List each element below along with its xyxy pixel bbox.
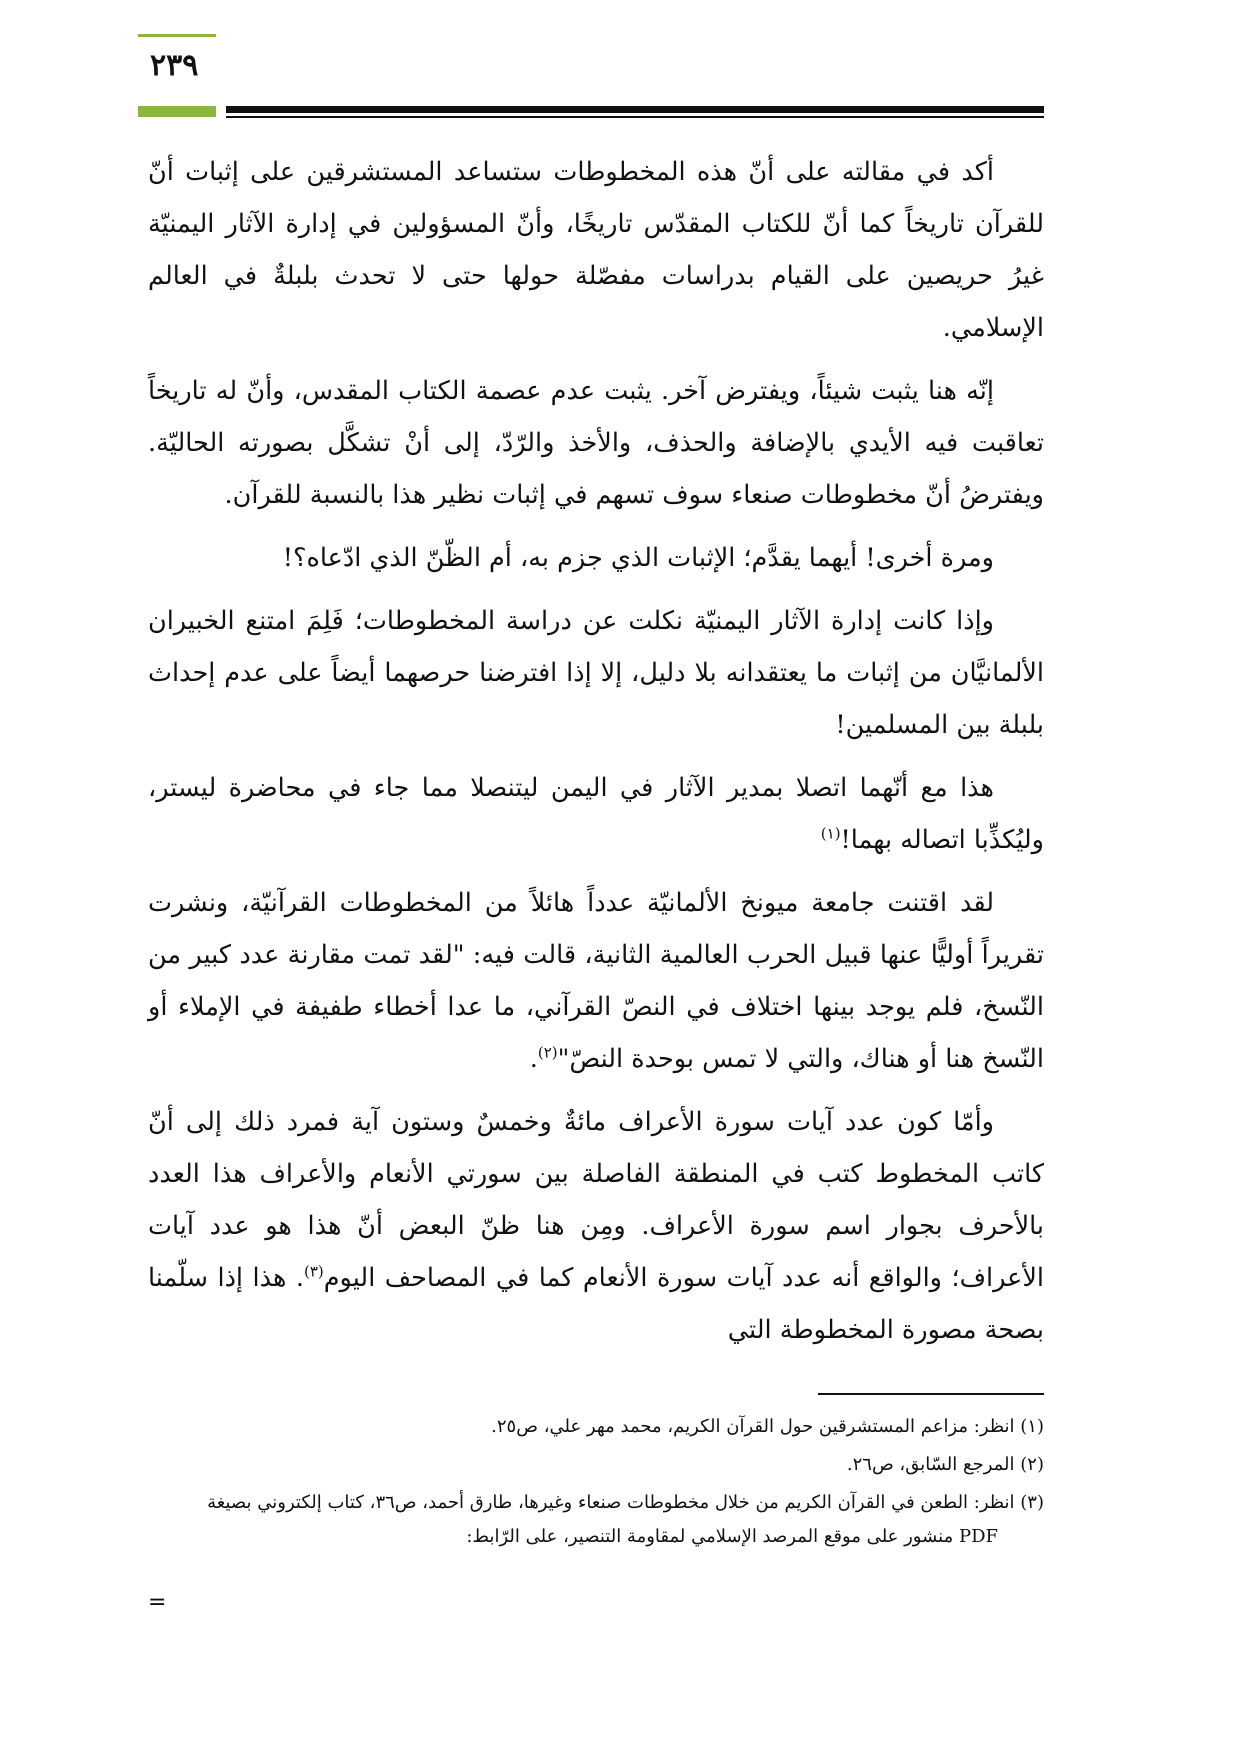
paragraph-7-text: وأمّا كون عدد آيات سورة الأعراف مائةٌ وخمسٌ وستون آية فمرد ذلك إلى أنّ كاتب المخطوط كتب في المنطقة الفاصلة بين سورتي الأنعام والأعراف هذا العدد بالأحرف بجوار اسم سورة الأعراف. ومِن هنا ظنّ البعض أنّ هذا هو عدد آيات الأعراف؛ والواقع أنه عدد آيات سورة الأنعام كما في المصاحف اليوم xyxy=(148,1107,1044,1293)
paragraph-1-text: أكد في مقالته على أنّ هذه المخطوطات ستساعد المستشرقين على إثبات أنّ للقرآن تاريخاً كما أنّ للكتاب المقدّس تاريخًا، وأنّ المسؤولين في إدارة الآثار اليمنيّة غيرُ حريصين على القيام بدراسات مفصّلة حولها حتى لا تحدث بلبلةٌ في العالم الإسلامي. xyxy=(148,157,1044,343)
paragraph-4-text: وإذا كانت إدارة الآثار اليمنيّة نكلت عن دراسة المخطوطات؛ فَلِمَ امتنع الخبيران الألمانيَّان من إثبات ما يعتقدانه بلا دليل، إلا إذا افترضنا حرصهما أيضاً على عدم إحداث بلبلة بين المسلمين! xyxy=(148,606,1044,740)
header-thick-rule xyxy=(226,106,1044,113)
footnotes xyxy=(148,1410,1044,1558)
paragraph-6-tail: . xyxy=(529,1044,538,1074)
body-text xyxy=(148,146,1044,1367)
footnote-ref-2[interactable]: (٢) xyxy=(537,1043,558,1062)
trailing-equals-mark: = xyxy=(148,1590,167,1615)
paragraph-4 xyxy=(148,595,1044,751)
footnote-2: (٢) المرجع السّابق، ص٢٦. xyxy=(846,1454,1044,1475)
footnote-3-line-1: (٣) انظر: الطعن في القرآن الكريم من خلال مخطوطات صنعاء وغيرها، طارق أحمد، ص٣٦، كتاب إلكتروني بصيغة xyxy=(207,1492,1044,1513)
footnote-1: (١) انظر: مزاعم المستشرقين حول القرآن الكريم، محمد مهر علي، ص٢٥. xyxy=(491,1416,1044,1437)
paragraph-6-text: لقد اقتنت جامعة ميونخ الألمانيّة عدداً هائلاً من المخطوطات القرآنيّة، ونشرت تقريراً أوليًّا عنها قبيل الحرب العالمية الثانية، قالت فيه: "لقد تمت مقارنة عدد كبير من النّسخ، فلم يوجد بينها اختلاف في النصّ القرآني، ما عدا أخطاء طفيفة في الإملاء أو النّسخ هنا أو هناك، والتي لا تمس بوحدة النصّ" xyxy=(148,888,1044,1074)
paragraph-1 xyxy=(148,146,1044,354)
header-green-bar xyxy=(138,106,216,117)
footnote-3 xyxy=(148,1486,1044,1554)
paragraph-3-text: ومرة أخرى! أيهما يقدَّم؛ الإثبات الذي جزم به، أم الظّنّ الذي ادّعاه؟! xyxy=(282,543,994,573)
footnote-ref-1[interactable]: (١) xyxy=(820,824,841,843)
paragraph-7-tail: . هذا إذا سلّمنا بصحة مصورة المخطوطة التي xyxy=(148,1263,1044,1345)
paragraph-5-text: هذا مع أنّهما اتصلا بمدير الآثار في اليمن ليتنصلا مما جاء في محاضرة ليستر، وليُكذِّبا اتصاله بهما! xyxy=(148,773,1044,855)
paragraph-6 xyxy=(148,877,1044,1085)
paragraph-7 xyxy=(148,1096,1044,1356)
footnote-separator xyxy=(818,1393,1044,1395)
paragraph-2 xyxy=(148,365,1044,521)
paragraph-3 xyxy=(148,532,1044,584)
header-thin-rule xyxy=(226,116,1044,118)
header-green-top-rule xyxy=(138,34,216,37)
paragraph-2-text: إنّه هنا يثبت شيئاً، ويفترض آخر. يثبت عدم عصمة الكتاب المقدس، وأنّ له تاريخاً تعاقبت فيه الأيدي بالإضافة والحذف، والأخذ والرّدّ، إلى أنْ تشكَّل بصورته الحاليّة. ويفترضُ أنّ مخطوطات صنعاء سوف تسهم في إثبات نظير هذا بالنسبة للقرآن. xyxy=(148,376,1044,510)
footnote-ref-3[interactable]: (٣) xyxy=(303,1262,324,1281)
footnote-3-line-2: PDF منشور على موقع المرصد الإسلامي لمقاومة التنصير، على الرّابط: xyxy=(466,1526,998,1547)
paragraph-5 xyxy=(148,762,1044,866)
page-number: ٢٣٩ xyxy=(150,48,199,83)
